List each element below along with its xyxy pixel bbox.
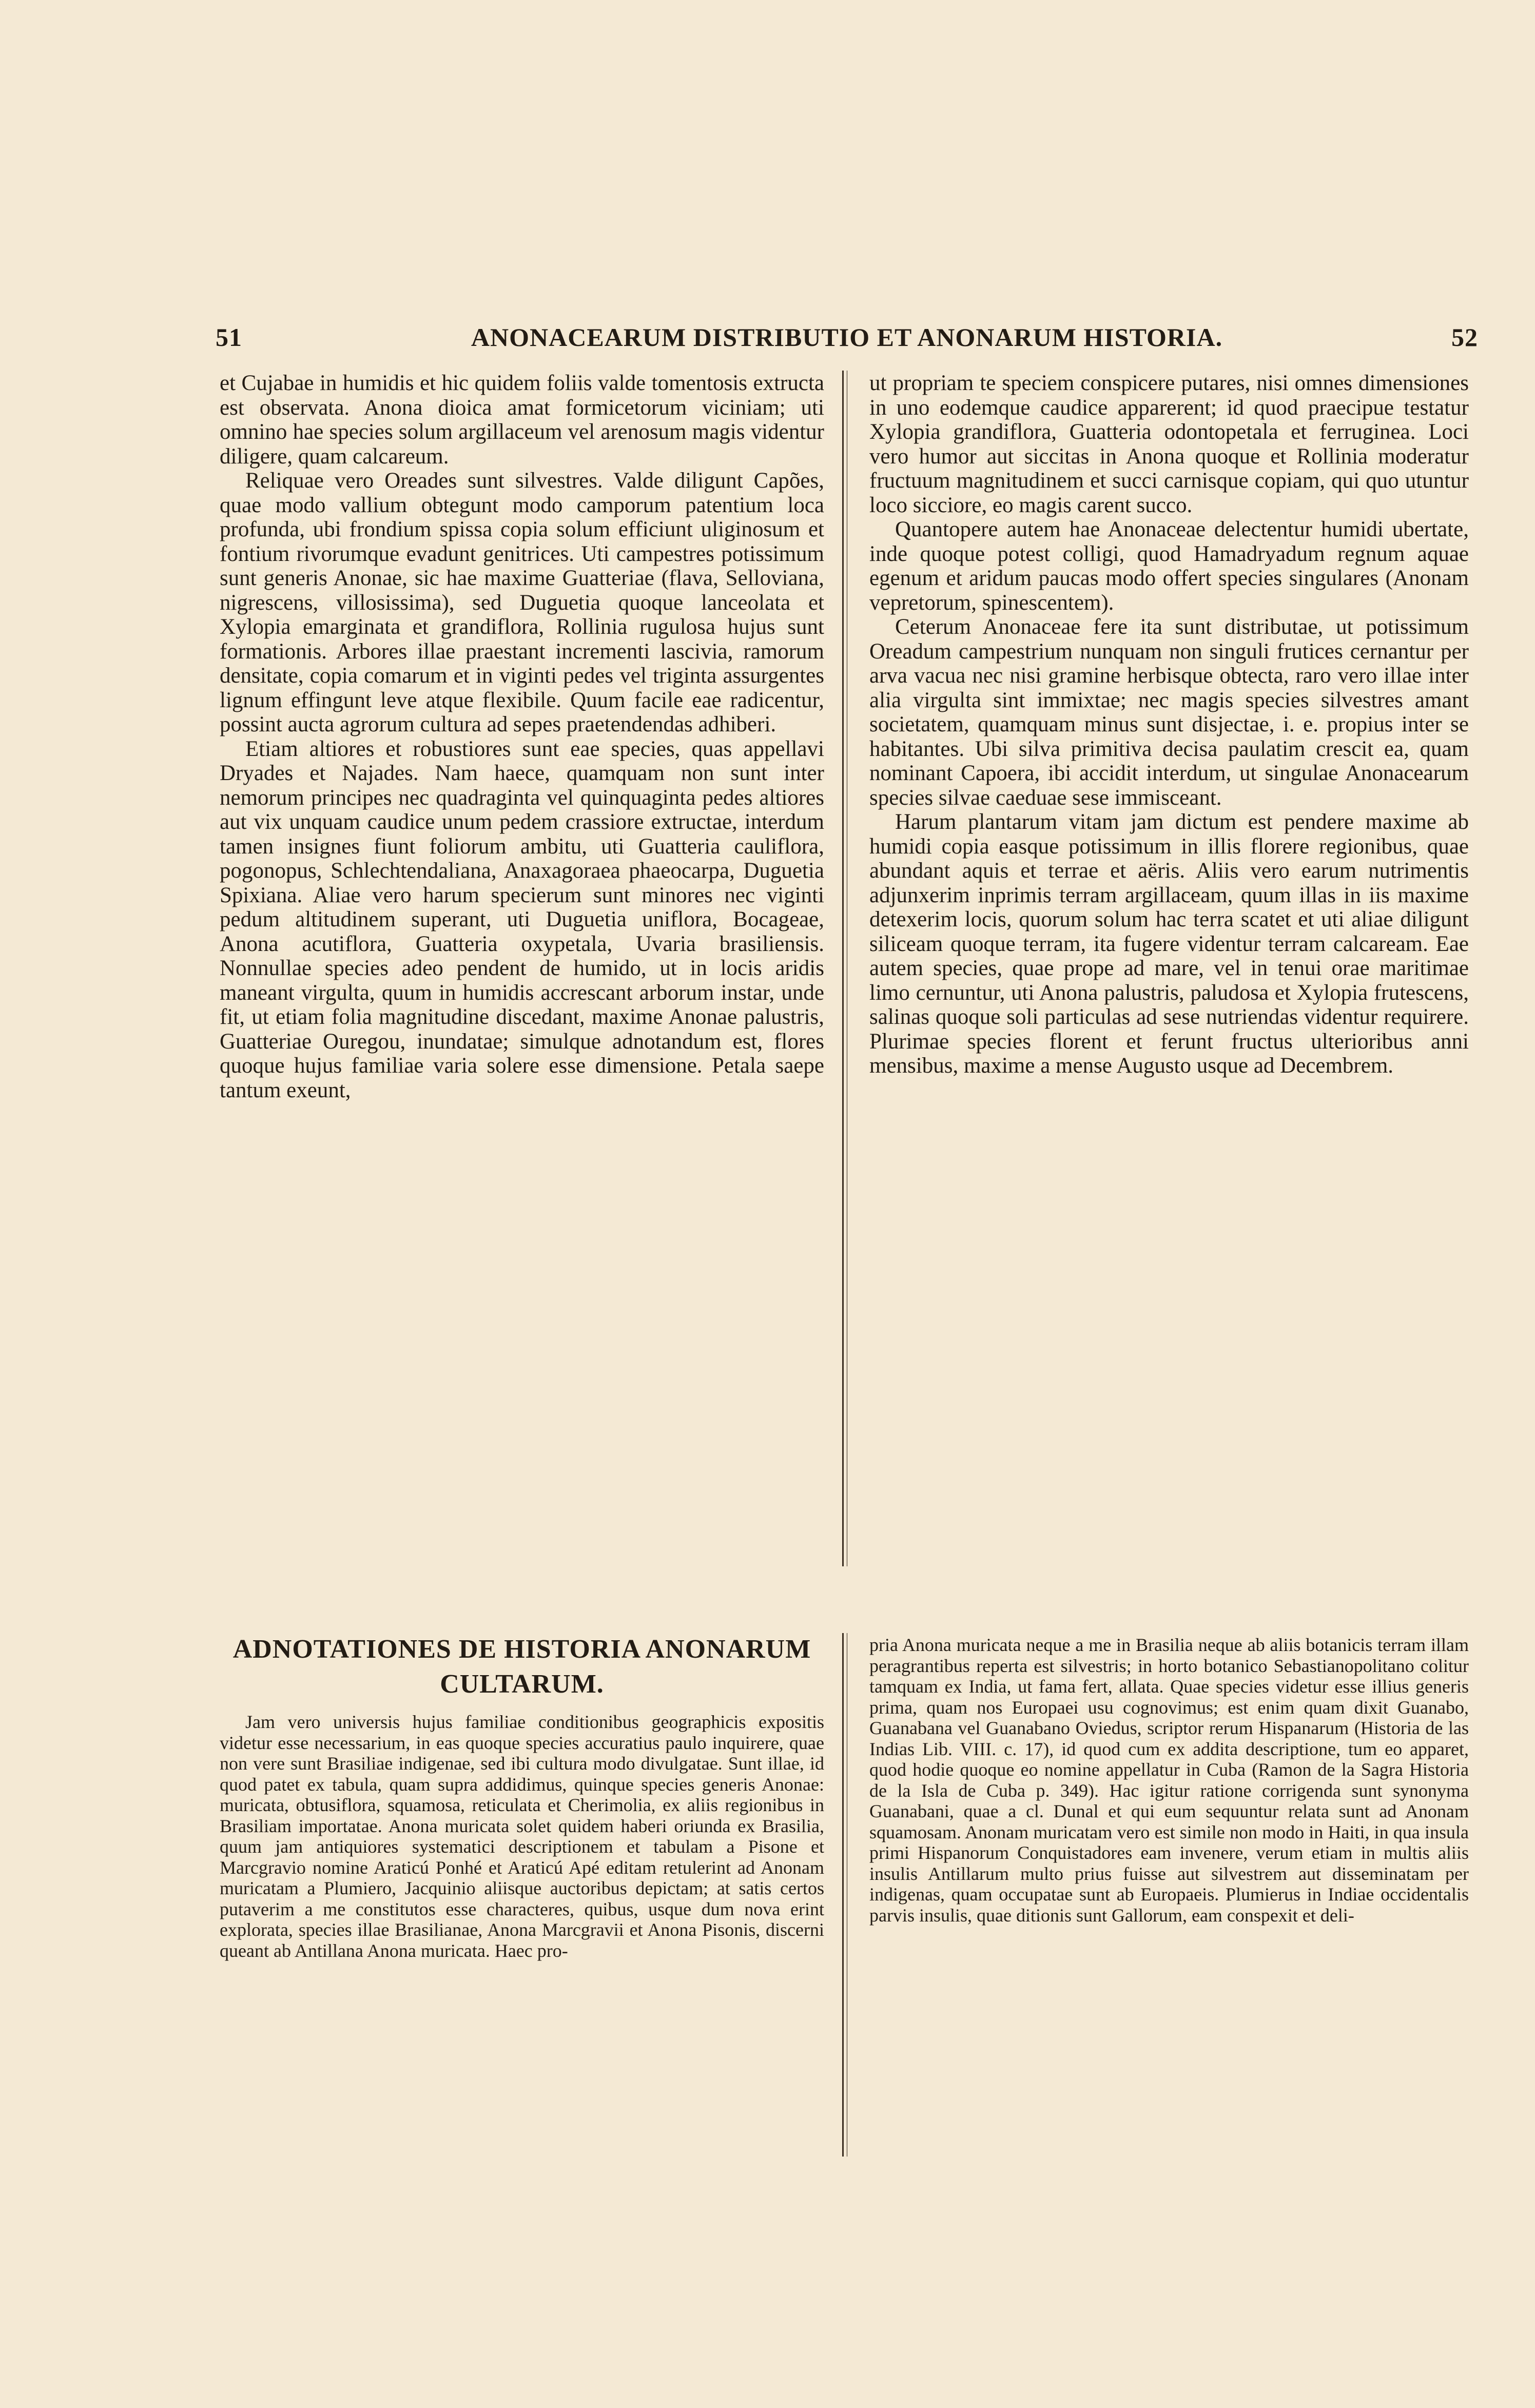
paragraph: Quantopere autem hae Anonaceae delectentur humidi ubertate, inde quoque potest colligi, quod Hamadryadum regnum aquae egenum et aridum paucas modo offert species singulares (Anonam vepretorum, spinescentem). xyxy=(869,517,1469,615)
column-left-top xyxy=(220,371,824,1102)
column-divider xyxy=(842,371,844,1566)
column-left-bottom xyxy=(220,1712,824,1961)
page-number-left: 51 xyxy=(216,323,242,352)
paragraph: ut propriam te speciem conspicere putares, nisi omnes dimensiones in uno eodemque caudice apparerent; id quod praecipue testatur Xylopia grandiflora, Guatteria odontopetala et ferruginea. Loci vero humor aut siccitas in Anona quoque et Rollinia moderatur fructuum magnitudinem et succi carnisque copiam, qui quo utuntur loco sicciore, eo magis carent succo. xyxy=(869,371,1469,517)
paragraph: Ceterum Anonaceae fere ita sunt distributae, ut potissimum Oreadum campestrium nunquam non singuli frutices cernantur per arva vacua nec nisi gramine herbisque obtecta, raro vero illae inter alia virgulta sint immixtae; nec magis species silvestres amant societatem, quamquam minus sunt disjectae, i. e. propius inter se habitantes. Ubi silva primitiva decisa paulatim crescit ea, quam nominant Capoera, ibi accidit interdum, ut singulae Anonacearum species silvae caeduae sese immisceant. xyxy=(869,615,1469,810)
running-head xyxy=(216,322,1478,358)
paragraph: pria Anona muricata neque a me in Brasilia neque ab aliis botanicis terram illam peragrantibus reperta est silvestris; in horto botanico Sebastianopolitano colitur tamquam ex India, ut fama fert, allata. Quae species videtur esse illius generis prima, quam nos Europaei usu cognovimus; est enim quam dixit Guanabo, Guanabana vel Guanabano Oviedus, scriptor rerum Hispanarum (Historia de las Indias Lib. VIII. c. 17), id quod cum ex addita descriptione, tum eo apparet, quod hodie quoque eo nomine appellatur in Cuba (Ramon de la Sagra Historia de la Isla de Cuba p. 349). Hac igitur ratione corrigenda sunt synonyma Guanabani, quae a cl. Dunal et qui eum sequuntur relata sunt ad Anonam squamosam. Anonam muricatam vero est simile non modo in Haiti, in qua insula primi Hispanorum Conquistadores eam invenere, verum etiam in multis aliis insulis Antillarum multo prius fuisse aut silvestrem aut disseminatam per indigenas, quam occupatae sunt ab Europaeis. Plumierus in Indiae occidentalis parvis insulis, quae ditionis sunt Gallorum, eam conspexit et deli- xyxy=(869,1635,1469,1926)
paragraph: Jam vero universis hujus familiae conditionibus geographicis expositis videtur esse necessarium, in eas quoque species accuratius paulo inquirere, quae non vere sunt Brasiliae indigenae, sed ibi cultura modo divulgatae. Sunt illae, id quod patet ex tabula, quam supra addidimus, quinque species generis Anonae: muricata, obtusiflora, squamosa, reticulata et Cherimolia, ex aliis regionibus in Brasiliam importatae. Anona muricata solet quidem haberi oriunda ex Brasilia, quum jam antiquiores systematici descriptionem et tabulam a Pisone et Marcgravio nomine Araticú Ponhé et Araticú Apé editam retulerint ad Anonam muricatam a Plumiero, Jacquinio aliisque auctoribus depictam; at satis certos putaverim a me constitutos esse characteres, quibus, usque dum nova erint explorata, species illae Brasilianae, Anona Marcgravii et Anona Pisonis, discerni queant ab Antillana Anona muricata. Haec pro- xyxy=(220,1712,824,1961)
running-title: ANONACEARUM DISTRIBUTIO ET ANONARUM HISTORIA. xyxy=(471,323,1223,352)
paragraph: Etiam altiores et robustiores sunt eae species, quas appellavi Dryades et Najades. Nam haece, quamquam non sunt inter nemorum principes nec quadraginta vel quinquaginta pedes altiores aut vix unquam caudice unum pedem crassiore extructae, interdum tamen insignes fiunt foliorum ambitu, uti Guatteria cauliflora, pogonopus, Schlechtendaliana, Anaxagoraea phaeocarpa, Duguetia Spixiana. Aliae vero harum specierum sunt minores nec viginti pedum altitudinem superant, uti Duguetia uniflora, Bocageae, Anona acutiflora, Guatteria oxypetala, Uvaria brasiliensis. Nonnullae species adeo pendent de humido, ut in locis aridis maneant virgulta, quum in humidis accrescant arborum instar, unde fit, ut etiam folia magnitudine discedant, maxime Anonae palustris, Guatteriae Ouregou, inundatae; simulque adnotandum est, flores quoque hujus familiae varia solere esse dimensione. Petala saepe tantum exeunt, xyxy=(220,736,824,1102)
paragraph: Reliquae vero Oreades sunt silvestres. Valde diligunt Capões, quae modo vallium obtegunt modo camporum patentium loca profunda, ubi frondium spissa copia solum efficiunt uliginosum et fontium rivorumque evadunt genitrices. Uti campestres potissimum sunt generis Anonae, sic hae maxime Guatteriae (flava, Selloviana, nigrescens, villosissima), sed Duguetia quoque lanceolata et Xylopia emarginata et grandiflora, Rollinia rugulosa hujus sunt formationis. Arbores illae praestant incrementi lascivia, ramorum densitate, copia comarum et in viginti pedes vel triginta assurgentes lignum effingunt leve atque flexibile. Quum facile eae radicentur, possint aucta agrorum cultura ad sepes praetendendas adhiberi. xyxy=(220,469,824,736)
column-right-top xyxy=(869,371,1469,1078)
page-number-right: 52 xyxy=(1451,323,1478,352)
column-divider xyxy=(842,1633,844,2157)
paragraph: Harum plantarum vitam jam dictum est pendere maxime ab humidi copia easque potissimum in illis florere regionibus, quae abundant aquis et terrae et aëris. Aliis vero earum nutrimentis adjunxerim inprimis terram argillaceam, quum illas in iis maxime detexerim locis, quorum solum hac terra scatet et uti aliae diligunt siliceam quoque terram, ita fugere videntur terram calcaream. Eae autem species, quae prope ad mare, vel in tenui orae maritimae limo cernuntur, uti Anona palustris, paludosa et Xylopia frutescens, salinas quoque soli particulas ad sese nutriendas videntur requirere. Plurimae species florent et ferunt fructus ulterioribus anni mensibus, maxime a mense Augusto usque ad Decembrem. xyxy=(869,810,1469,1078)
paragraph: et Cujabae in humidis et hic quidem foliis valde tomentosis extructa est observata. Anona dioica amat formicetorum viciniam; uti omnino hae species solum argillaceum vel arenosum magis videntur diligere, quam calcareum. xyxy=(220,371,824,469)
column-right-bottom xyxy=(869,1635,1469,1926)
section-heading: ADNOTATIONES DE HISTORIA ANONARUM CULTARUM. xyxy=(232,1635,811,1699)
